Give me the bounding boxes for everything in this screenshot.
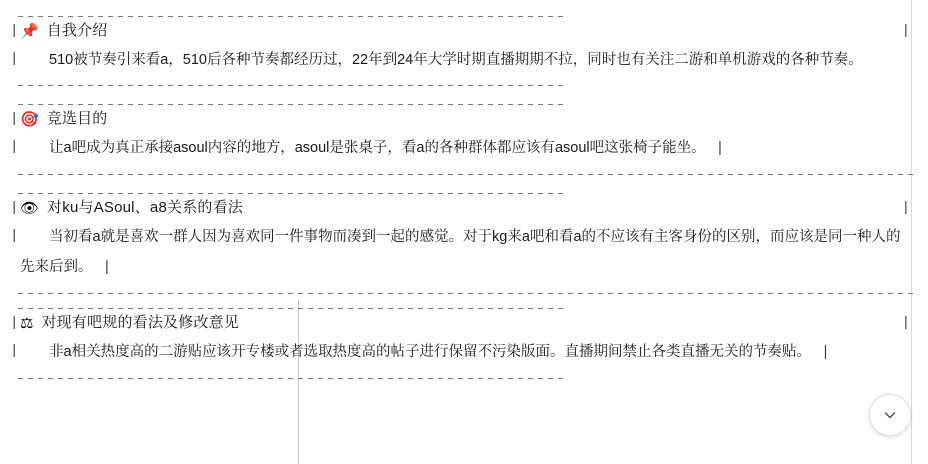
- right-bar-glyph: |: [901, 315, 910, 331]
- section-title: 对ku与ASoul、a8关系的看法: [47, 199, 244, 216]
- section-body-text: 非a相关热度高的二游贴应该开专楼或者选取热度高的帖子进行保留不污染版面。直播期间禁止各类直播无关的节奏贴。: [49, 344, 812, 360]
- section-heading: [20, 194, 902, 222]
- section-body-row: [10, 222, 910, 283]
- section-heading: [20, 17, 902, 45]
- section-body-row: [10, 133, 910, 164]
- trailing-bar-glyph: |: [102, 260, 112, 276]
- section-heading-row: [10, 17, 910, 45]
- left-bar-glyph: |: [10, 111, 19, 127]
- eye-in-speech-icon: 👁: [20, 199, 40, 217]
- dart-icon: 🎯: [20, 110, 39, 128]
- section-title: 对现有吧规的看法及修改意见: [41, 314, 240, 331]
- pushpin-icon: 📌: [20, 22, 39, 40]
- left-bar-glyph: |: [10, 343, 19, 359]
- left-bar-glyph: |: [10, 228, 19, 244]
- right-bar-glyph: |: [901, 200, 910, 216]
- trailing-bar-glyph: |: [715, 141, 725, 157]
- section-body-text: 让a吧成为真正承接asoul内容的地方，asoul是张桌子，看a的各种群体都应该有asoul吧这张椅子能坐。: [49, 140, 706, 156]
- section-body: 510被节奏引来看a，510后各种节奏都经历过，22年到24年大学时期直播期期不拉，同时也有关注二游和单机游戏的各种节奏。: [49, 52, 863, 68]
- section-heading: [20, 309, 902, 337]
- section-heading: [20, 105, 910, 133]
- section-body-text: 当初看a就是喜欢一群人因为喜欢同一件事物而凑到一起的感觉。对于kg来a吧和看a的不应该有主客身份的区别，而应该是同一种人的先来后到。: [20, 229, 901, 275]
- section-heading-row: [10, 105, 910, 133]
- left-bar-glyph: |: [10, 23, 19, 39]
- scroll-down-button[interactable]: [869, 394, 911, 436]
- left-bar-glyph: |: [10, 200, 19, 216]
- left-bar-glyph: |: [10, 315, 19, 331]
- left-bar-glyph: |: [10, 139, 19, 155]
- section-campaign-purpose: [10, 105, 910, 164]
- section-body-row: [10, 337, 910, 368]
- chevron-down-icon: [882, 407, 898, 423]
- section-self-introduction: [10, 17, 910, 75]
- section-body: [20, 222, 910, 283]
- section-forum-rules-opinion: [10, 309, 910, 368]
- section-body: [20, 133, 910, 164]
- section-views-on-ku-asoul-a8: [10, 194, 910, 283]
- section-title: 自我介绍: [46, 22, 108, 39]
- section-divider-4: [18, 378, 566, 379]
- trailing-bar-glyph: |: [821, 345, 830, 361]
- left-bar-glyph: |: [10, 51, 19, 67]
- section-title: 竞选目的: [46, 110, 108, 127]
- section-heading-row: [10, 194, 910, 222]
- section-heading-row: [10, 309, 910, 337]
- section-body-row: [10, 45, 910, 75]
- section-body: [20, 337, 910, 368]
- balance-scale-icon: ⚖: [20, 314, 34, 332]
- right-bar-glyph: |: [901, 23, 910, 39]
